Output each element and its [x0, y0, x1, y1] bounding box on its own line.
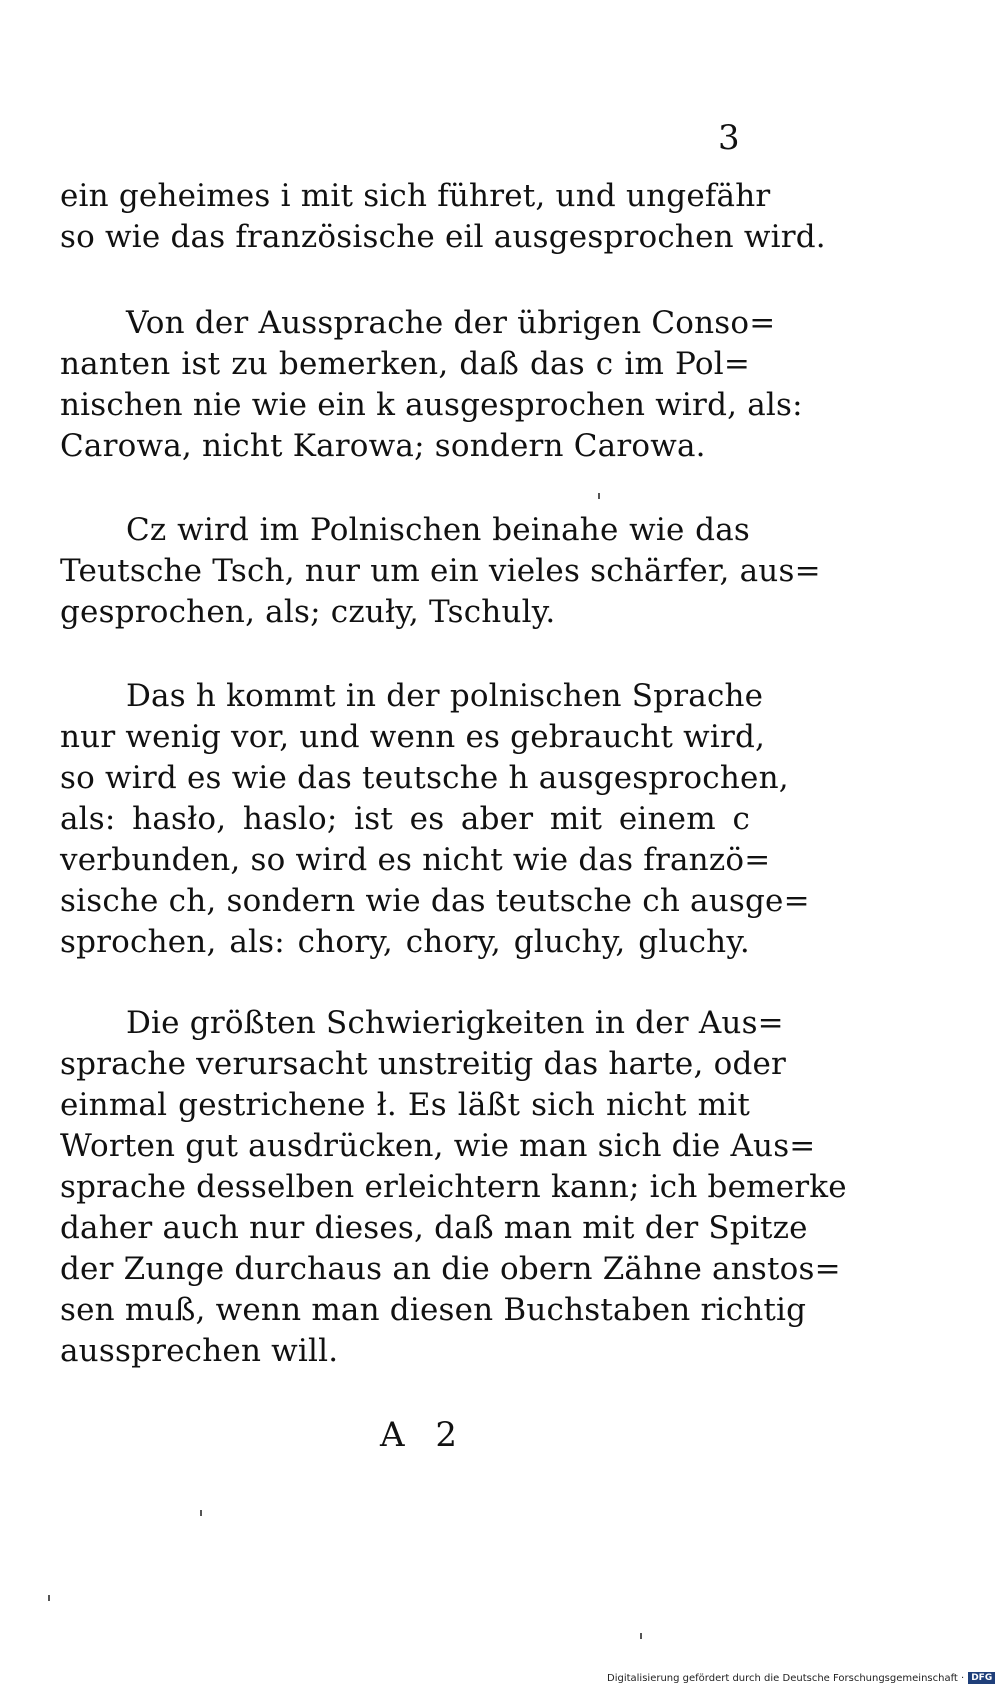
- text-line: nischen nie wie ein k ausgesprochen wird, als:: [60, 387, 803, 423]
- text-line: Cz wird im Polnischen beinahe wie das: [126, 512, 750, 548]
- text-line: Worten gut ausdrücken, wie man sich die Aus=: [60, 1128, 816, 1164]
- scan-speck: [48, 1595, 50, 1601]
- text-line: nanten ist zu bemerken, daß das c im Pol=: [60, 346, 750, 382]
- text-line: ein geheimes i mit sich führet, und ungefähr: [60, 178, 771, 214]
- text-line: Das h kommt in der polnischen Sprache: [126, 678, 764, 714]
- digitization-footer: [607, 1672, 995, 1684]
- text-line: Die größten Schwierigkeiten in der Aus=: [126, 1005, 784, 1041]
- page-number: 3: [718, 118, 740, 158]
- text-line: sen muß, wenn man diesen Buchstaben richtig: [60, 1292, 807, 1328]
- footer-text: Digitalisierung gefördert durch die Deutsche Forschungsgemeinschaft ·: [607, 1673, 965, 1684]
- text-line: sprache desselben erleichtern kann; ich bemerke: [60, 1169, 847, 1205]
- text-line: sische ch, sondern wie das teutsche ch ausge=: [60, 883, 810, 919]
- text-line: nur wenig vor, und wenn es gebraucht wird,: [60, 719, 766, 755]
- signature-mark: A 2: [380, 1415, 467, 1455]
- text-line: so wie das französische eil ausgesprochen wird.: [60, 219, 826, 255]
- paragraph-2: [60, 303, 803, 467]
- paragraph-1: [60, 176, 826, 258]
- text-line: der Zunge durchaus an die obern Zähne anstos=: [60, 1251, 841, 1287]
- scan-speck: [200, 1510, 202, 1516]
- paragraph-3: [60, 510, 821, 633]
- scan-speck: [598, 493, 600, 499]
- text-line: aussprechen will.: [60, 1333, 339, 1369]
- text-line: Teutsche Tsch, nur um ein vieles schärfer, aus=: [60, 553, 821, 589]
- text-line: verbunden, so wird es nicht wie das franzö=: [60, 842, 771, 878]
- text-line: Carowa, nicht Karowa; sondern Carowa.: [60, 428, 706, 464]
- text-line: als: hasło, haslo; ist es aber mit einem c: [60, 801, 750, 837]
- dfg-logo-icon: DFG: [968, 1672, 995, 1684]
- text-line: einmal gestrichene ł. Es läßt sich nicht mit: [60, 1087, 750, 1123]
- text-line: Von der Aussprache der übrigen Conso=: [126, 305, 776, 341]
- text-line: sprache verursacht unstreitig das harte, oder: [60, 1046, 787, 1082]
- scan-speck: [640, 1633, 642, 1639]
- text-line: daher auch nur dieses, daß man mit der Spitze: [60, 1210, 808, 1246]
- paragraph-4: [60, 676, 810, 963]
- text-line: so wird es wie das teutsche h ausgesprochen,: [60, 760, 789, 796]
- paragraph-5: [60, 1003, 847, 1372]
- text-line: sprochen, als: chory, chory, gluchy, gluchy.: [60, 924, 750, 960]
- text-line: gesprochen, als; czuły, Tschuly.: [60, 594, 556, 630]
